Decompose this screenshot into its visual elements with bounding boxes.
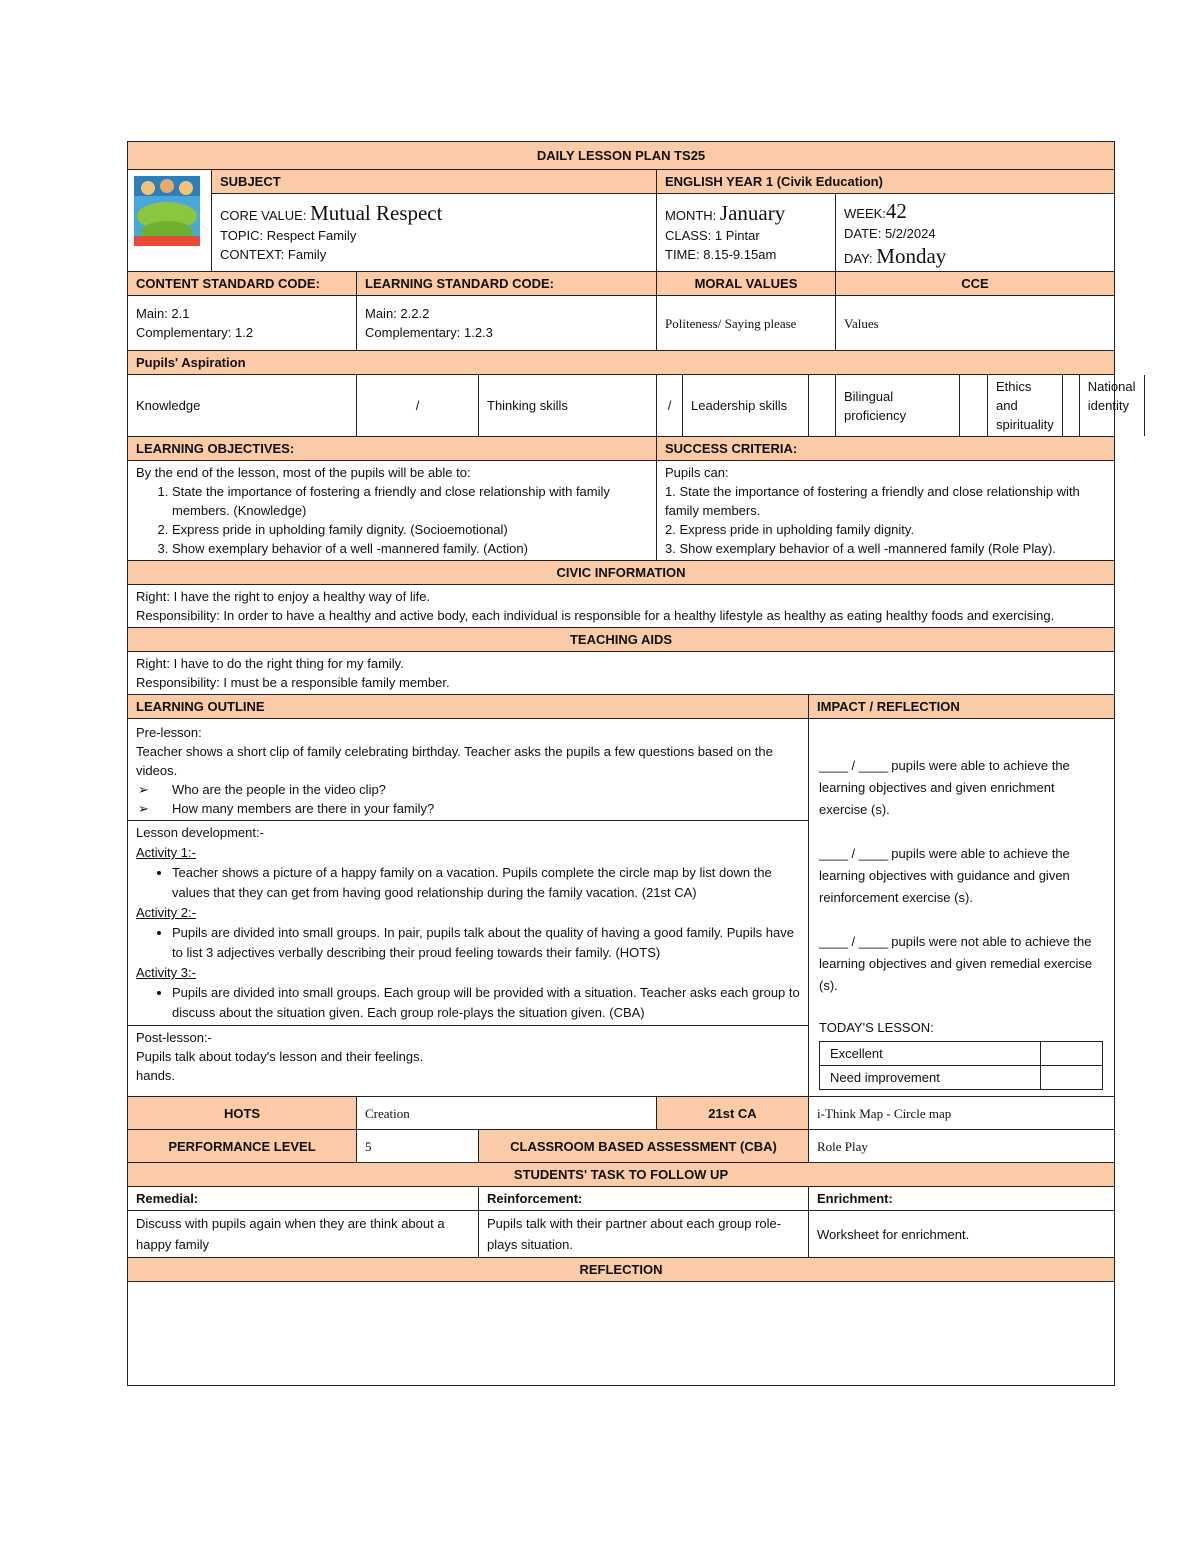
hots-value: Creation xyxy=(357,1097,657,1130)
cce-label: CCE xyxy=(836,272,1115,296)
success-item: 1. State the importance of fostering a friendly and close relationship with family members. xyxy=(665,484,1080,518)
aids-responsibility: Responsibility: I must be a responsible family member. xyxy=(136,675,450,690)
activity-2-label: Activity 2:- xyxy=(136,905,196,920)
reflection-label: REFLECTION xyxy=(128,1258,1115,1282)
day-label: DAY: xyxy=(844,251,873,266)
pre-lesson-questions xyxy=(136,780,800,818)
date-value: 5/2/2024 xyxy=(884,226,936,241)
aspiration-ethics: Ethics and spirituality xyxy=(996,379,1054,432)
class-value: 1 Pintar xyxy=(714,228,760,243)
content-standard-cell xyxy=(128,296,357,351)
week-value: 42 xyxy=(885,199,907,223)
objective-item: 2. Express pride in upholding family dignity. (Socioemotional) xyxy=(172,520,648,539)
page-title: DAILY LESSON PLAN TS25 xyxy=(128,142,1115,170)
followup-label: STUDENTS' TASK TO FOLLOW UP xyxy=(128,1163,1115,1187)
time-value: 8.15-9.15am xyxy=(703,247,777,262)
objective-item: 1. State the importance of fostering a friendly and close relationship with family members. (Knowledge) xyxy=(172,482,648,520)
moral-values-label: MORAL VALUES xyxy=(657,272,836,296)
activity-2-tag: (HOTS) xyxy=(615,945,661,960)
aspiration-label: Pupils' Aspiration xyxy=(128,351,1115,375)
aspiration-ethics-national xyxy=(988,375,1136,437)
logo-cell xyxy=(128,170,212,272)
aspiration-thinking-mark: / xyxy=(657,375,683,437)
content-main: Main: 2.1 xyxy=(136,306,190,321)
activity-3-label: Activity 3:- xyxy=(136,965,196,980)
civic-cell xyxy=(128,585,1115,628)
impact-line-1: ____ / ____ pupils were able to achieve the learning objectives and given enrichment exercise (s). xyxy=(819,758,1070,817)
content-standard-label: CONTENT STANDARD CODE: xyxy=(128,272,357,296)
content-complementary: Complementary: 1.2 xyxy=(136,325,254,340)
core-value: Mutual Respect xyxy=(310,201,443,225)
success-intro: Pupils can: xyxy=(665,465,729,480)
learning-standard-label: LEARNING STANDARD CODE: xyxy=(357,272,657,296)
aspiration-knowledge: Knowledge xyxy=(128,375,357,437)
remedial-text: Discuss with pupils again when they are think about a happy family xyxy=(128,1211,479,1258)
rating-excellent: Excellent xyxy=(820,1042,1041,1066)
question-item: ➢ Who are the people in the video clip? xyxy=(172,780,800,799)
success-item: 3. Show exemplary behavior of a well -mannered family (Role Play). xyxy=(665,541,1056,556)
teaching-aids-label: TEACHING AIDS xyxy=(128,628,1115,652)
objectives-list xyxy=(136,482,648,558)
post-lesson-extra: hands. xyxy=(136,1068,176,1083)
civic-responsibility: Responsibility: In order to have a healthy and active body, each individual is responsible for a healthy lifestyle as healthy as eating healthy foods and exercising. xyxy=(136,608,1055,623)
teaching-aids-cell xyxy=(128,652,1115,695)
reinforcement-label: Reinforcement: xyxy=(479,1187,809,1211)
cce-value: Values xyxy=(836,296,1115,351)
success-label: SUCCESS CRITERIA: xyxy=(657,437,1115,461)
rating-need-improvement-box[interactable] xyxy=(1041,1066,1103,1090)
ca-label: 21st CA xyxy=(657,1097,809,1130)
context-label: CONTEXT: xyxy=(220,247,285,262)
pre-lesson-text: Teacher shows a short clip of family celebrating birthday. Teacher asks the pupils a few questions based on the videos. xyxy=(136,744,773,778)
success-cell xyxy=(657,461,1115,561)
aspiration-bilingual-mark xyxy=(960,375,988,437)
class-label: CLASS: xyxy=(665,228,712,243)
aspiration-thinking: Thinking skills xyxy=(479,375,657,437)
month-cell xyxy=(657,194,836,272)
lesson-development-label: Lesson development:- xyxy=(136,825,264,840)
learning-standard-cell xyxy=(357,296,657,351)
super-minds-logo xyxy=(134,176,200,246)
civic-label: CIVIC INFORMATION xyxy=(128,561,1115,585)
rating-need-improvement: Need improvement xyxy=(820,1066,1041,1090)
impact-cell xyxy=(809,719,1115,1097)
moral-value: Politeness/ Saying please xyxy=(657,296,836,351)
hots-label: HOTS xyxy=(128,1097,357,1130)
objectives-intro: By the end of the lesson, most of the pupils will be able to: xyxy=(136,465,471,480)
aspiration-bilingual: Bilingual proficiency xyxy=(836,375,960,437)
aspiration-national: National identity xyxy=(1079,375,1144,436)
time-label: TIME: xyxy=(665,247,700,262)
topic-label: TOPIC: xyxy=(220,228,264,243)
activity-3-text: • Pupils are divided into small groups. Each group will be provided with a situation. Teacher asks each group to discuss about the situation given. Each group role-plays the situation given. (CBA) xyxy=(172,983,800,1023)
objective-item: 3. Show exemplary behavior of a well -mannered family. (Action) xyxy=(172,539,648,558)
activity-3-tag: (CBA) xyxy=(609,1005,645,1020)
week-cell xyxy=(836,194,1115,272)
learning-main: Main: 2.2.2 xyxy=(365,306,430,321)
ca-value: i-Think Map - Circle map xyxy=(809,1097,1115,1130)
performance-level-label: PERFORMANCE LEVEL xyxy=(128,1130,357,1163)
context-value: Family xyxy=(287,247,327,262)
lesson-plan-sheet xyxy=(127,141,1136,1386)
month-label: MONTH: xyxy=(665,208,717,223)
week-label: WEEK: xyxy=(844,206,886,221)
cba-value: Role Play xyxy=(809,1130,1115,1163)
date-label: DATE: xyxy=(844,226,882,241)
pre-lesson-label: Pre-lesson: xyxy=(136,725,202,740)
day-value: Monday xyxy=(876,244,947,268)
activity-2-list xyxy=(136,923,800,963)
enrichment-label: Enrichment: xyxy=(809,1187,1115,1211)
learning-outline-label: LEARNING OUTLINE xyxy=(128,695,809,719)
post-lesson-label: Post-lesson:- xyxy=(136,1030,212,1045)
performance-level-value: 5 xyxy=(357,1130,479,1163)
objectives-cell xyxy=(128,461,657,561)
topic-value: Respect Family xyxy=(266,228,357,243)
subject-value: ENGLISH YEAR 1 (Civik Education) xyxy=(657,170,1115,194)
activity-1-text: • Teacher shows a picture of a happy family on a vacation. Pupils complete the circle map by list down the values that they can get from having good relationship during the family vacation. (21st CA) xyxy=(172,863,800,903)
impact-label: IMPACT / REFLECTION xyxy=(809,695,1115,719)
activity-1-tag: (21st CA) xyxy=(641,885,697,900)
activity-2-text: • Pupils are divided into small groups. In pair, pupils talk about the quality of having a good family. Pupils have to list 3 adjectives verbally describing their proud feeling towards their family. (HOTS) xyxy=(172,923,800,963)
activity-1-list xyxy=(136,863,800,903)
civic-right: Right: I have the right to enjoy a healthy way of life. xyxy=(136,589,431,604)
month-value: January xyxy=(719,201,786,225)
post-lesson-text: Pupils talk about today's lesson and their feelings. xyxy=(136,1049,424,1064)
core-value-cell xyxy=(212,194,657,272)
aspiration-leadership: Leadership skills xyxy=(683,375,809,437)
activity-1-label: Activity 1:- xyxy=(136,845,196,860)
lesson-plan-table xyxy=(127,141,1136,1386)
aspiration-national-mark xyxy=(1144,375,1161,436)
reinforcement-text: Pupils talk with their partner about each group role-plays situation. xyxy=(479,1211,809,1258)
objectives-label: LEARNING OBJECTIVES: xyxy=(128,437,657,461)
impact-line-3: ____ / ____ pupils were not able to achieve the learning objectives and given remedial exercise (s). xyxy=(819,934,1093,993)
learning-complementary: Complementary: 1.2.3 xyxy=(365,325,493,340)
activity-3-list xyxy=(136,983,800,1023)
reflection-area[interactable] xyxy=(128,1282,1115,1386)
learning-outline-cell xyxy=(128,719,809,1097)
question-item: ➢ How many members are there in your family? xyxy=(172,799,800,818)
aspiration-knowledge-mark: / xyxy=(357,375,479,437)
cba-label: CLASSROOM BASED ASSESSMENT (CBA) xyxy=(479,1130,809,1163)
impact-line-2: ____ / ____ pupils were able to achieve the learning objectives with guidance and given reinforcement exercise (s). xyxy=(819,846,1070,905)
todays-lesson-label: TODAY'S LESSON: xyxy=(819,1020,934,1035)
rating-excellent-box[interactable] xyxy=(1041,1042,1103,1066)
aspiration-leadership-mark xyxy=(809,375,836,437)
remedial-label: Remedial: xyxy=(128,1187,479,1211)
core-value-label: CORE VALUE: xyxy=(220,208,307,223)
enrichment-text: Worksheet for enrichment. xyxy=(809,1211,1115,1258)
todays-lesson-table xyxy=(819,1041,1103,1090)
aspiration-ethics-mark xyxy=(1062,375,1079,436)
success-item: 2. Express pride in upholding family dignity. xyxy=(665,522,915,537)
aids-right: Right: I have to do the right thing for my family. xyxy=(136,656,404,671)
subject-label: SUBJECT xyxy=(212,170,657,194)
